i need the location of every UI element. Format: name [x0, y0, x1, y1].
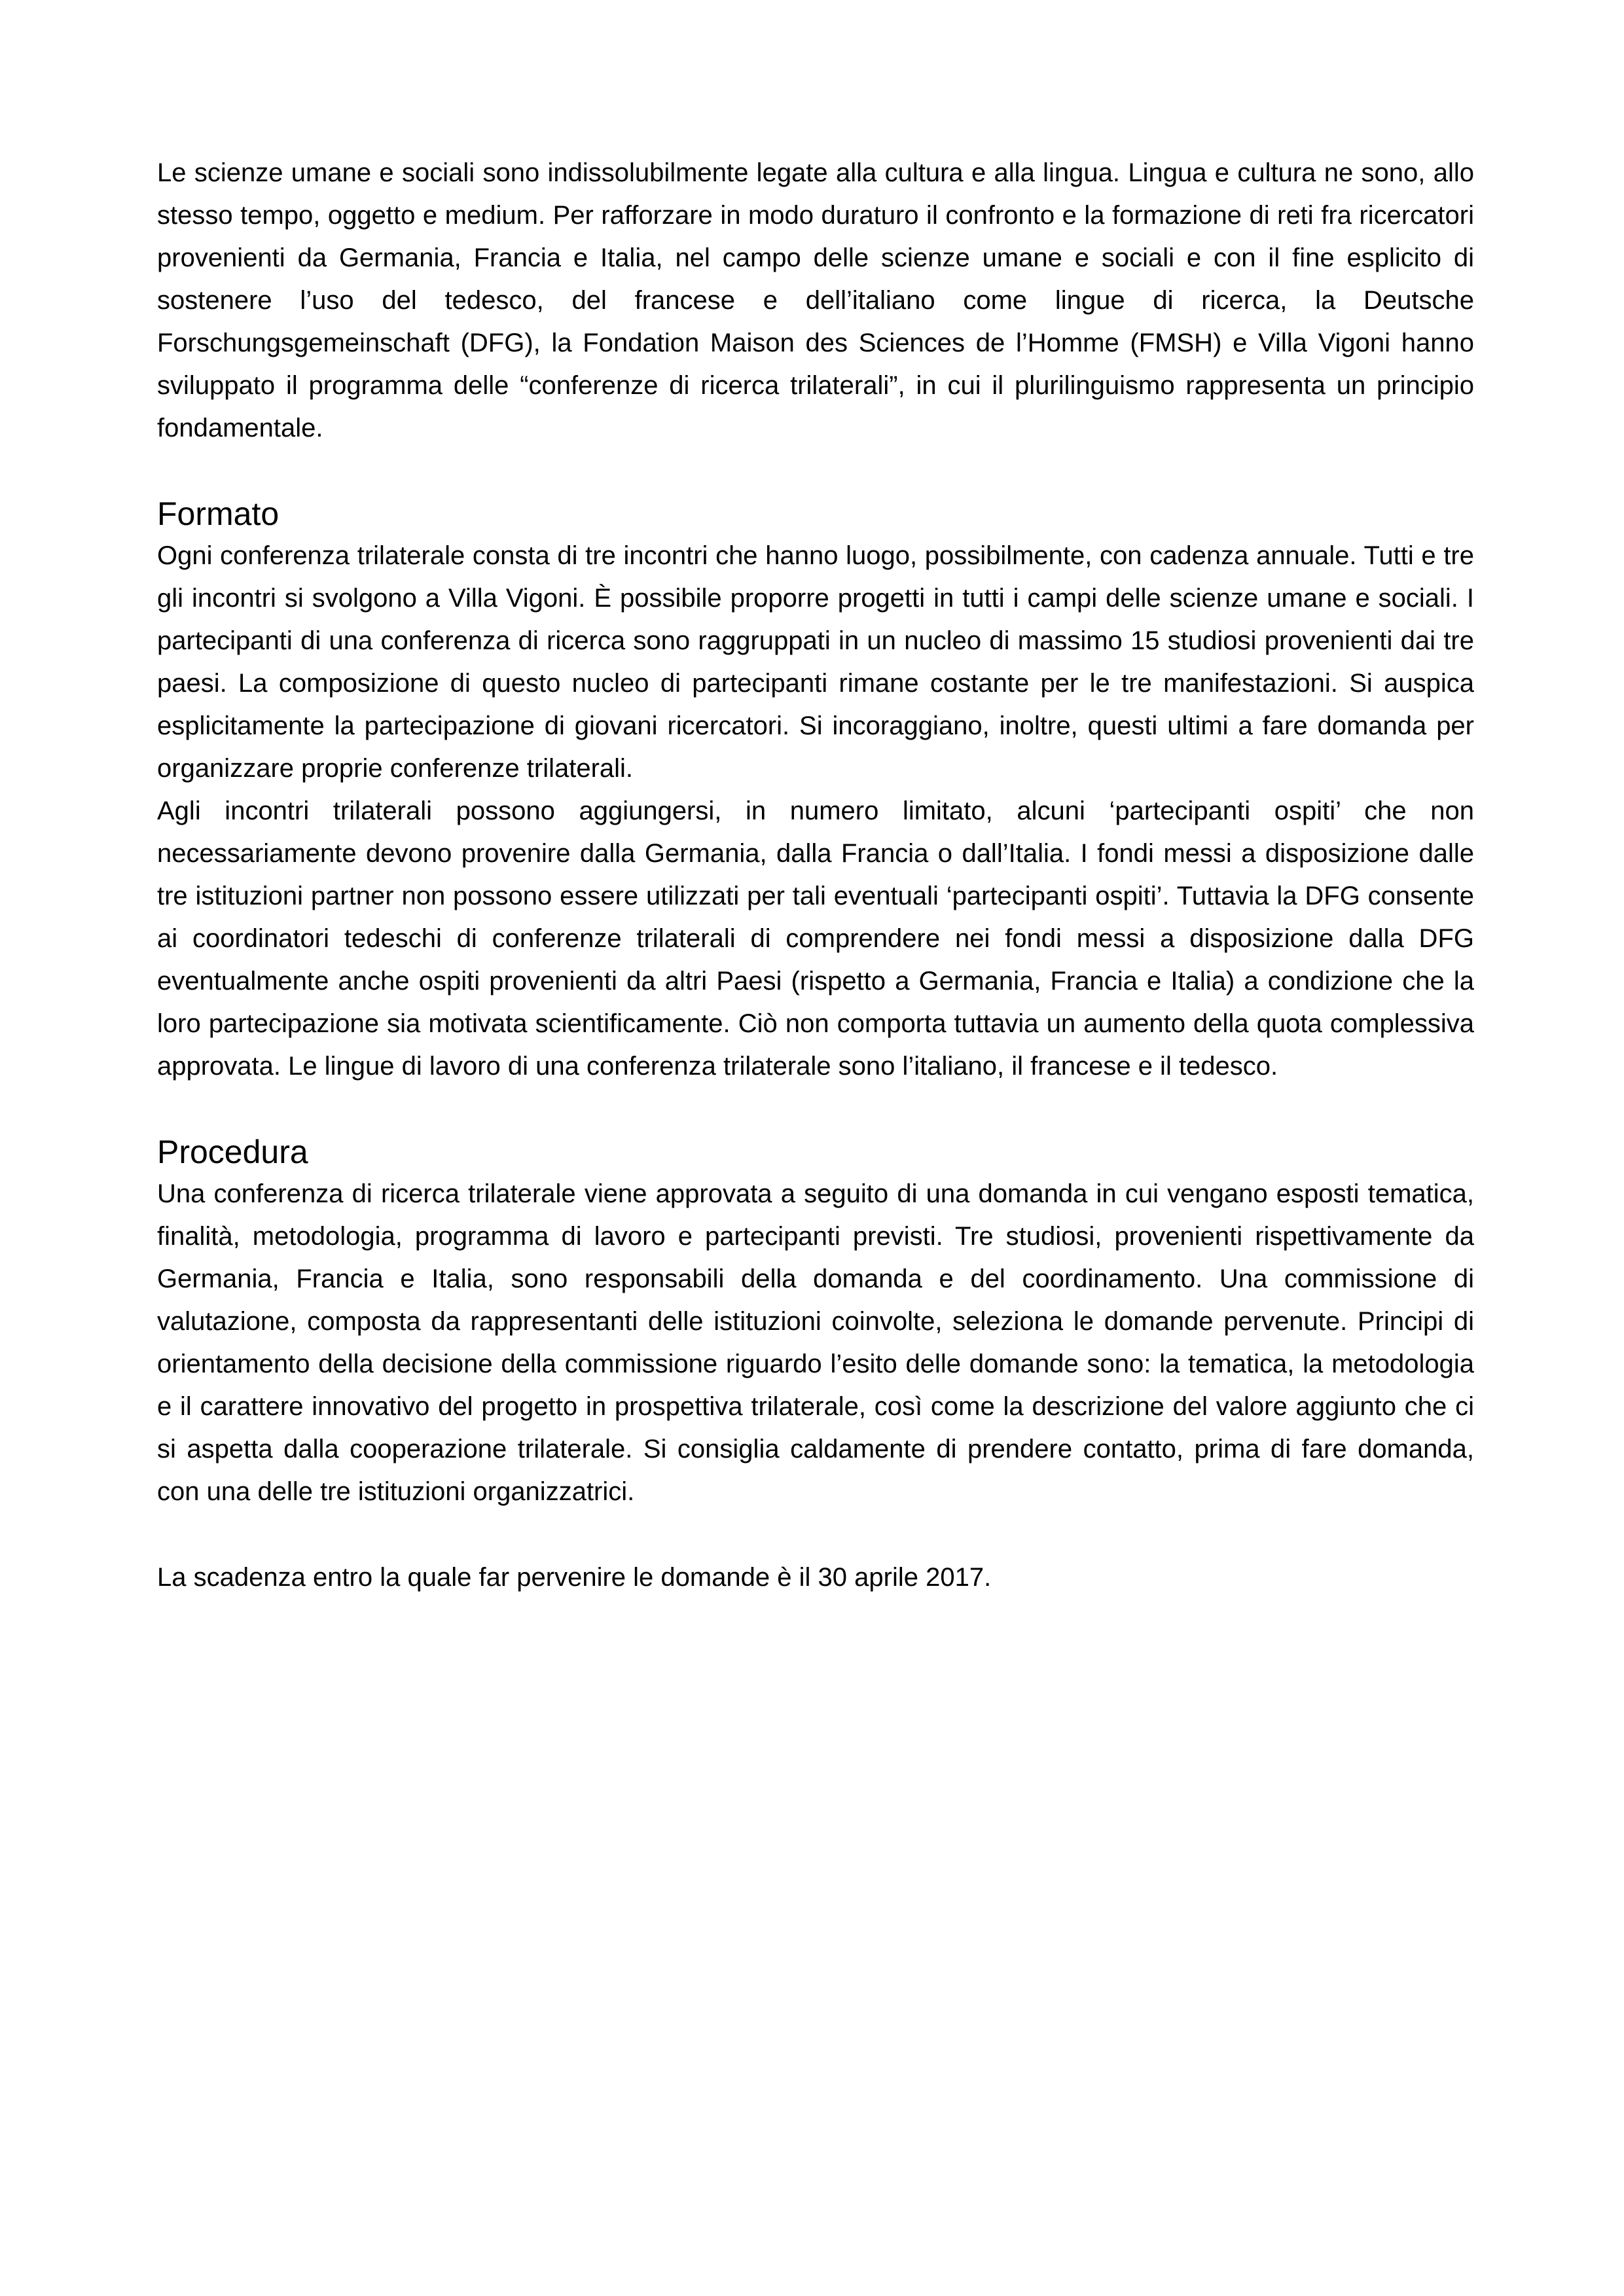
section-heading-formato: Formato	[157, 495, 280, 532]
intro-paragraph: Le scienze umane e sociali sono indissolubilmente legate alla cultura e alla lingua. Lingua e cultura ne sono, allo stesso tempo, oggetto e medium. Per rafforzare in modo duraturo il confronto e la formazione di reti fra ricercatori provenienti da Germania, Francia e Italia, nel campo delle scienze umane e sociali e con il fine esplicito di sostenere l’uso del tedesco, del francese e dell’italiano come lingue di ricerca, la Deutsche Forschungsgemeinschaft (DFG), la Fondation Maison des Sciences de l’Homme (FMSH) e Villa Vigoni hanno sviluppato il programma delle “conferenze di ricerca trilaterali”, in cui il plurilinguismo rappresenta un principio fondamentale.	[157, 158, 1474, 442]
document-page	[157, 152, 1474, 1599]
deadline-paragraph: La scadenza entro la quale far pervenire le domande è il 30 aprile 2017.	[157, 1563, 992, 1592]
procedura-paragraph-1: Una conferenza di ricerca trilaterale viene approvata a seguito di una domanda in cui vengano esposti tematica, finalità, metodologia, programma di lavoro e partecipanti previsti. Tre studiosi, provenienti rispettivamente da Germania, Francia e Italia, sono responsabili della domanda e del coordinamento. Una commissione di valutazione, composta da rappresentanti delle istituzioni coinvolte, seleziona le domande pervenute. Principi di orientamento della decisione della commissione riguardo l’esito delle domande sono: la tematica, la metodologia e il carattere innovativo del progetto in prospettiva trilaterale, così come la descrizione del valore aggiunto che ci si aspetta dalla cooperazione trilaterale. Si consiglia caldamente di prendere contatto, prima di fare domanda, con una delle tre istituzioni organizzatrici.	[157, 1179, 1474, 1506]
section-heading-procedura: Procedura	[157, 1134, 308, 1170]
spacer	[157, 1513, 1474, 1556]
formato-paragraph-1: Ogni conferenza trilaterale consta di tre incontri che hanno luogo, possibilmente, con cadenza annuale. Tutti e tre gli incontri si svolgono a Villa Vigoni. È possibile proporre progetti in tutti i campi delle scienze umane e sociali. I partecipanti di una conferenza di ricerca sono raggruppati in un nucleo di massimo 15 studiosi provenienti dai tre paesi. La composizione di questo nucleo di partecipanti rimane costante per le tre manifestazioni. Si auspica esplicitamente la partecipazione di giovani ricercatori. Si incoraggiano, inoltre, questi ultimi a fare domanda per organizzare proprie conferenze trilaterali.	[157, 541, 1474, 783]
spacer	[157, 1088, 1474, 1131]
formato-paragraph-2: Agli incontri trilaterali possono aggiungersi, in numero limitato, alcuni ‘partecipanti ospiti’ che non necessariamente devono provenire dalla Germania, dalla Francia o dall’Italia. I fondi messi a disposizione dalle tre istituzioni partner non possono essere utilizzati per tali eventuali ‘partecipanti ospiti’. Tuttavia la DFG consente ai coordinatori tedeschi di conferenze trilaterali di comprendere nei fondi messi a disposizione dalla DFG eventualmente anche ospiti provenienti da altri Paesi (rispetto a Germania, Francia e Italia) a condizione che la loro partecipazione sia motivata scientificamente. Ciò non comporta tuttavia un aumento della quota complessiva approvata. Le lingue di lavoro di una conferenza trilaterale sono l’italiano, il francese e il tedesco.	[157, 797, 1474, 1081]
spacer	[157, 450, 1474, 493]
